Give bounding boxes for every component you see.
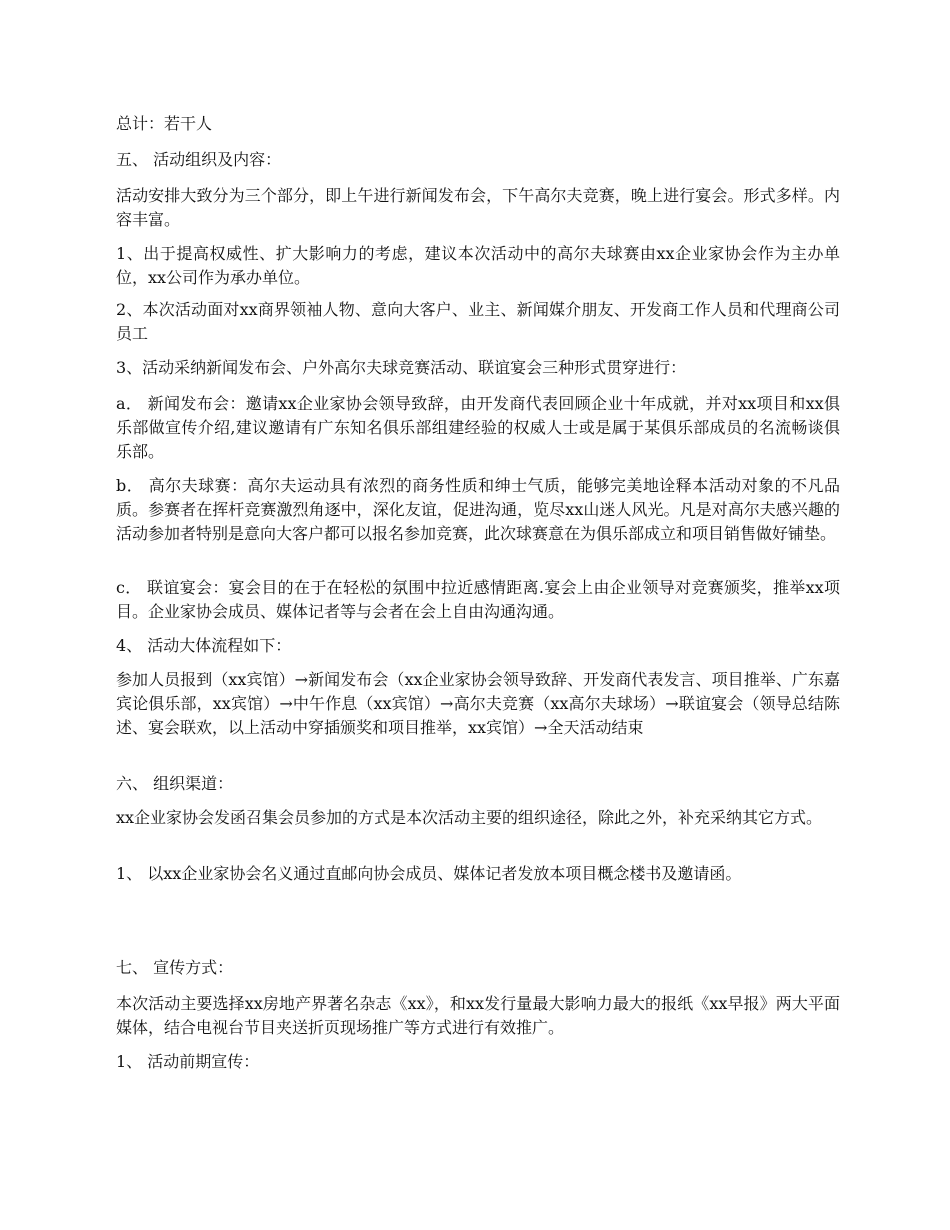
promotion-item-1: 1、 活动前期宣传： bbox=[116, 1052, 260, 1071]
item-3-paragraph: 3、活动采纳新闻发布会、户外高尔夫球竞赛活动、联谊宴会三种形式贯穿进行： bbox=[116, 358, 687, 377]
channel-item-1: 1、 以xx企业家协会名义通过直邮向协会成员、媒体记者发放本项目概念楼书及邀请函。 bbox=[116, 864, 742, 883]
promotion-paragraph: 本次活动主要选择xx房地产界著名杂志《xx》，和xx发行量最大影响力最大的报纸《xx早报》两大平面媒体，结合电视台节目夹送折页现场推广等方式进行有效推广。 bbox=[116, 994, 840, 1037]
section-6-heading: 六、 组织渠道： bbox=[116, 774, 234, 793]
section-7-heading: 七、 宣传方式： bbox=[116, 958, 234, 977]
item-c-banquet: c． 联谊宴会：宴会目的在于在轻松的氛围中拉近感情距离.宴会上由企业领导对竞赛颁奖，推举xx项目。企业家协会成员、媒体记者等与会者在会上自由沟通沟通。 bbox=[116, 578, 840, 621]
total-line: 总计：若干人 bbox=[116, 114, 213, 133]
process-flow-paragraph: 参加人员报到（xx宾馆）→新闻发布会（xx企业家协会领导致辞、开发商代表发言、项目推举、广东嘉宾论俱乐部，xx宾馆）→中午作息（xx宾馆）→高尔夫竞赛（xx高尔夫球场）→联谊宴会（领导总结陈述、宴会联欢，以上活动中穿插颁奖和项目推举，xx宾馆）→全天活动结束 bbox=[116, 670, 840, 737]
item-4-paragraph: 4、 活动大体流程如下： bbox=[116, 636, 292, 655]
section-5-heading: 五、 活动组织及内容： bbox=[116, 150, 282, 169]
item-a-press-conference: a． 新闻发布会：邀请xx企业家协会领导致辞，由开发商代表回顾企业十年成就，并对xx项目和xx俱乐部做宣传介绍,建议邀请有广东知名俱乐部组建经验的权威人士或是属于某俱乐部成员的名流畅谈俱乐部。 bbox=[116, 394, 840, 461]
item-2-paragraph: 2、本次活动面对xx商界领袖人物、意向大客户、业主、新闻媒介朋友、开发商工作人员和代理商公司员工 bbox=[116, 300, 840, 343]
item-1-paragraph: 1、出于提高权威性、扩大影响力的考虑，建议本次活动中的高尔夫球赛由xx企业家协会作为主办单位，xx公司作为承办单位。 bbox=[116, 244, 840, 287]
channels-paragraph: xx企业家协会发函召集会员参加的方式是本次活动主要的组织途径，除此之外，补充采纳其它方式。 bbox=[116, 808, 823, 827]
item-b-golf-match: b． 高尔夫球赛：高尔夫运动具有浓烈的商务性质和绅士气质，能够完美地诠释本活动对象的不凡品质。参赛者在挥杆竞赛激烈角逐中，深化友谊，促进沟通，览尽xx山迷人风光。凡是对高尔夫感兴趣的活动参加者特别是意向大客户都可以报名参加竞赛，此次球赛意在为俱乐部成立和项目销售做好铺垫。 bbox=[116, 476, 840, 543]
activity-overview-paragraph: 活动安排大致分为三个部分，即上午进行新闻发布会，下午高尔夫竞赛，晚上进行宴会。形式多样。内容丰富。 bbox=[116, 186, 840, 229]
